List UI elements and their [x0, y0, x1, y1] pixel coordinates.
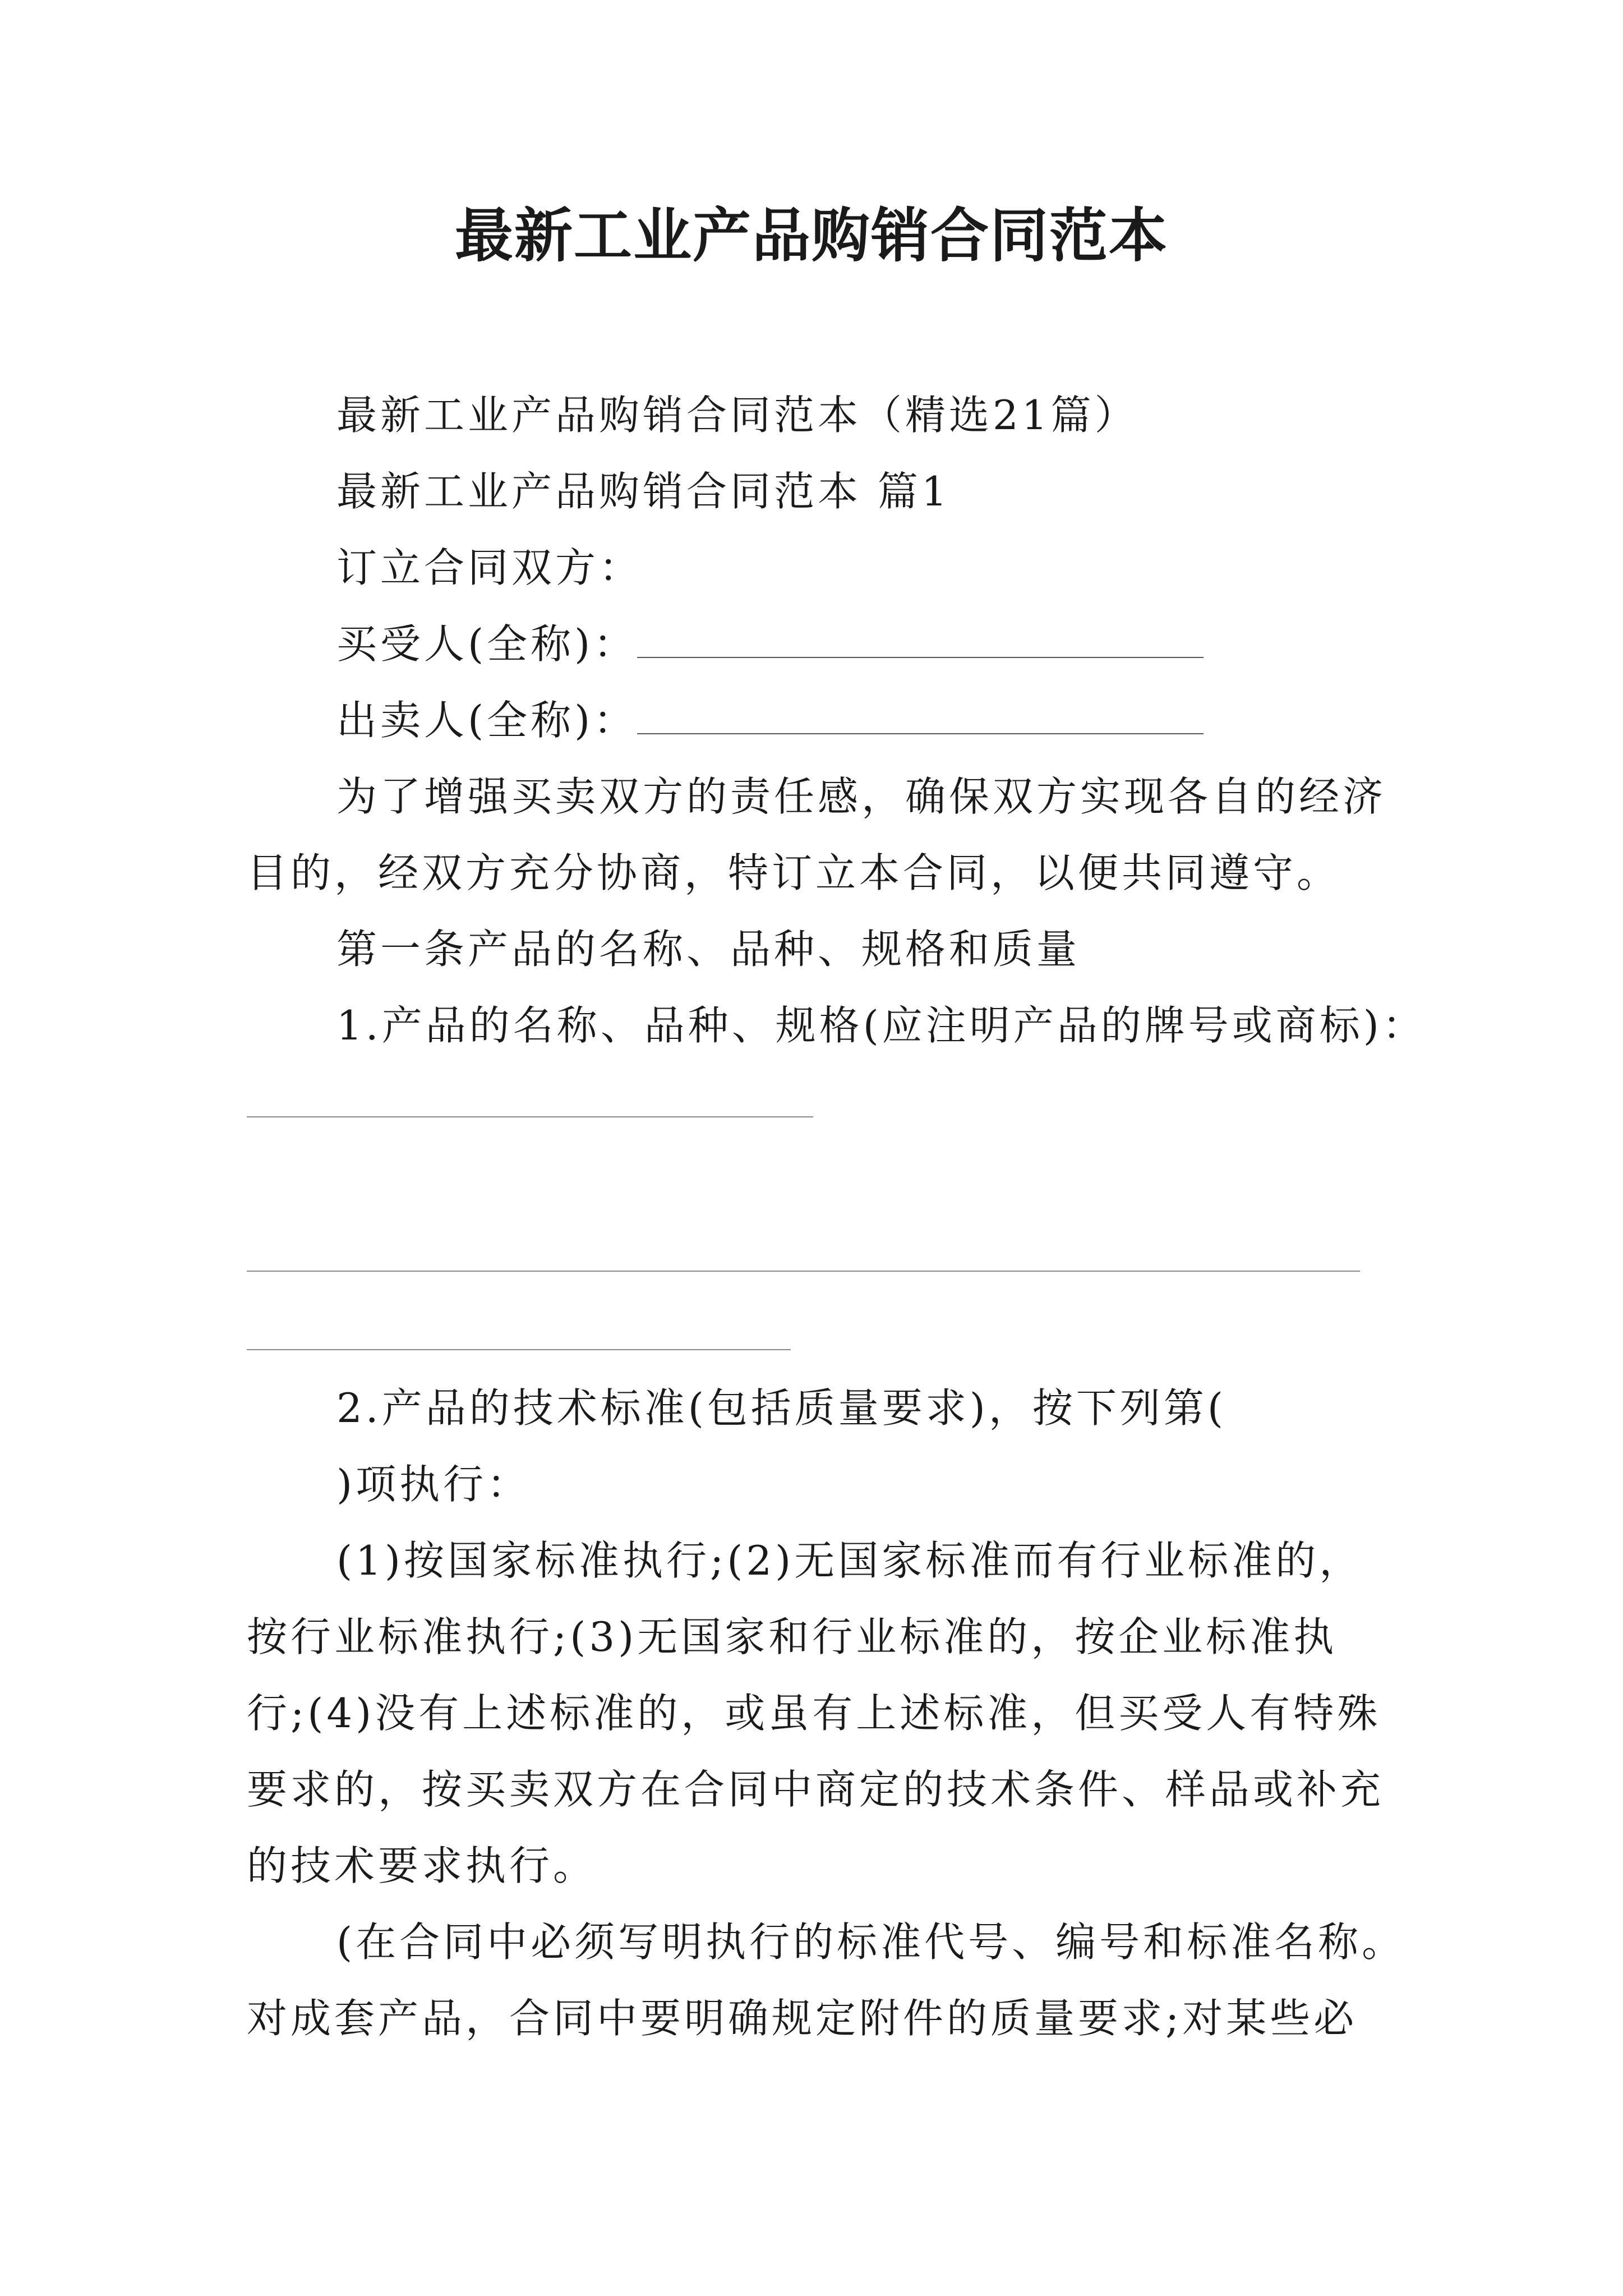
note-line-2: 对成套产品，合同中要明确规定附件的质量要求;对某些必: [247, 1995, 1358, 2042]
note-line-1: (在合同中必须写明执行的标准代号、编号和标准名称。: [336, 1918, 1406, 1966]
standards-line-1: (1)按国家标准执行;(2)无国家标准而有行业标准的，: [336, 1537, 1363, 1584]
article-1-heading: 第一条产品的名称、品种、规格和质量: [336, 926, 1081, 973]
parties-heading: 订立合同双方：: [336, 544, 643, 591]
fill-in-line-2: [247, 1271, 1360, 1272]
buyer-name-blank: [637, 618, 1204, 658]
fill-in-line-3: [247, 1349, 791, 1350]
fill-in-line-1: [247, 1116, 813, 1117]
buyer-label: 买受人(全称)：: [336, 620, 638, 668]
standards-line-2: 按行业标准执行;(3)无国家和行业标准的，按企业标准执: [247, 1613, 1338, 1660]
item-1: 1.产品的名称、品种、规格(应注明产品的牌号或商标)：: [336, 1002, 1426, 1049]
purpose-line-1: 为了增强买卖双方的责任感，确保双方实现各自的经济: [336, 773, 1387, 820]
subtitle: 最新工业产品购销合同范本（精选21篇）: [336, 392, 1138, 439]
seller-name-blank: [637, 694, 1204, 734]
purpose-line-2: 目的，经双方充分协商，特订立本合同，以便共同遵守。: [247, 849, 1341, 896]
standards-line-5: 的技术要求执行。: [247, 1842, 597, 1889]
seller-label: 出卖人(全称)：: [336, 697, 638, 744]
section-heading: 最新工业产品购销合同范本 篇1: [336, 468, 951, 515]
buyer-row: [336, 616, 1204, 672]
item-2-line-2: )项执行：: [336, 1461, 531, 1508]
item-2-line-1: 2.产品的技术标准(包括质量要求)，按下列第(: [336, 1384, 1227, 1432]
standards-line-3: 行;(4)没有上述标准的，或虽有上述标准，但买受人有特殊: [247, 1690, 1381, 1737]
seller-row: [336, 692, 1204, 748]
standards-line-4: 要求的，按买卖双方在合同中商定的技术条件、样品或补充: [247, 1766, 1385, 1813]
page-title: 最新工业产品购销合同范本: [454, 201, 1168, 270]
